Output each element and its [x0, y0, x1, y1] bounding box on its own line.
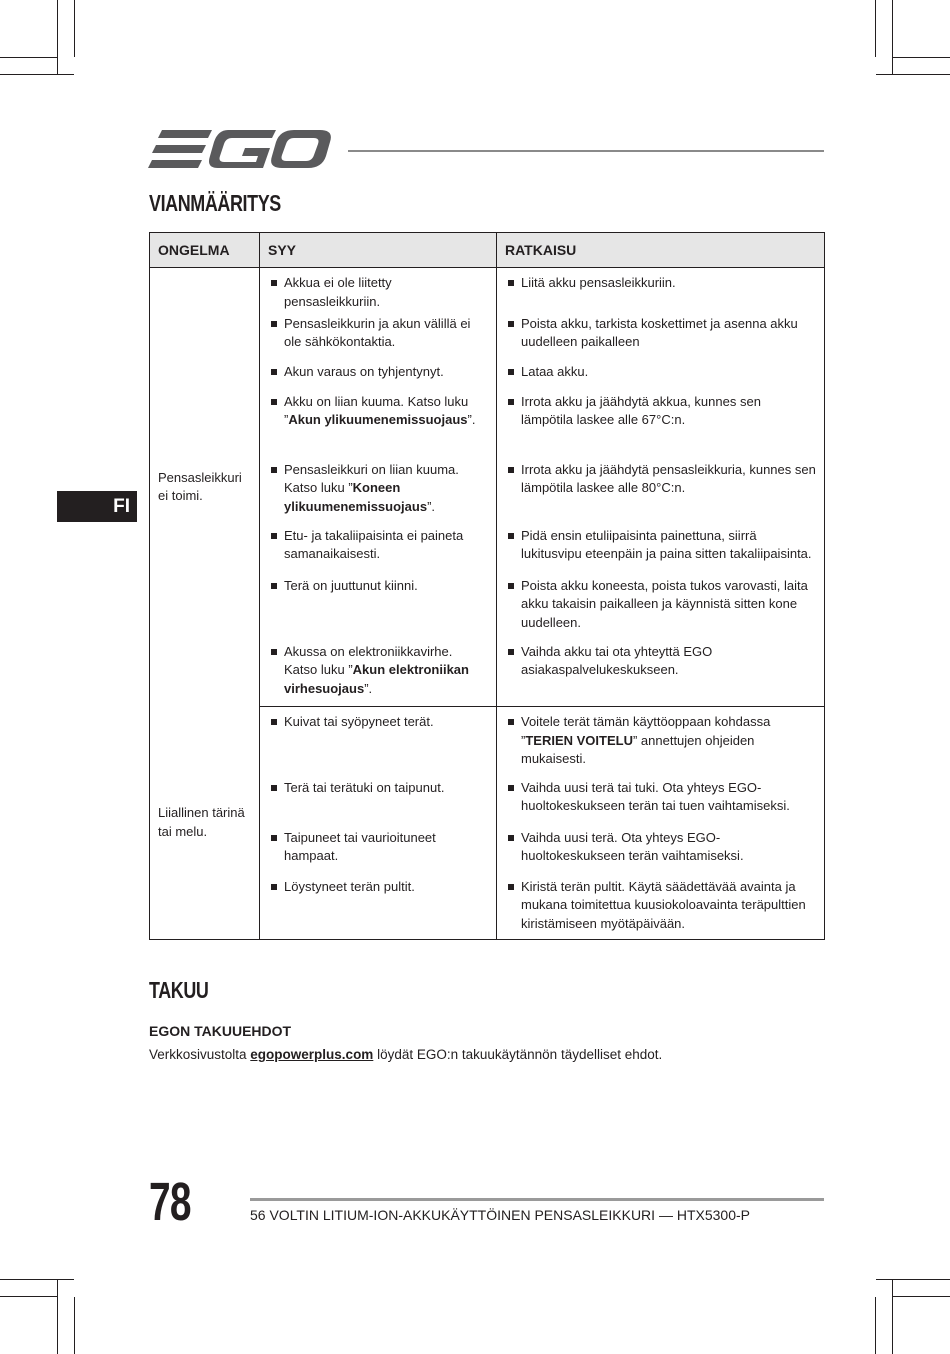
list-item: Kuivat tai syöpyneet terät. [268, 713, 488, 732]
warranty-text-post: löydät EGO:n takuukäytännön täydelliset ehdot. [373, 1047, 663, 1062]
language-tab: FI [57, 491, 137, 522]
solution-cell [497, 829, 825, 878]
warranty-subtitle: EGON TAKUUEHDOT [149, 1023, 292, 1039]
header-cause: SYY [260, 233, 497, 268]
crop-mark [74, 0, 75, 57]
cause-cell [260, 268, 497, 315]
cause-cell [260, 315, 497, 363]
crop-mark [892, 0, 893, 74]
warranty-text-pre: Verkkosivustolta [149, 1047, 251, 1062]
list-item: Pensasleikkuri on liian kuuma. Katso luku ”Koneen ylikuumenemissuojaus”. [268, 461, 488, 517]
crop-mark [0, 1296, 57, 1297]
solution-cell [497, 268, 825, 315]
crop-mark [0, 1279, 74, 1280]
crop-mark [875, 0, 876, 57]
list-item: Akun varaus on tyhjentynyt. [268, 363, 488, 382]
warranty-title: TAKUU [149, 977, 209, 1003]
cause-cell [260, 643, 497, 707]
list-item: Terä tai terätuki on taipunut. [268, 779, 488, 798]
footer-text: 56 VOLTIN LITIUM-ION-AKKUKÄYTTÖINEN PENSASLEIKKURI — HTX5300-P [250, 1207, 750, 1223]
list-item: Vaihda uusi terä tai tuki. Ota yhteys EGO-huoltokeskukseen terän tai tuen vaihtamiseksi. [505, 779, 816, 816]
list-item: Irrota akku ja jäähdytä pensasleikkuria, kunnes sen lämpötila laskee alle 80°C:n. [505, 461, 816, 498]
list-item: Irrota akku ja jäähdytä akkua, kunnes sen lämpötila laskee alle 67°C:n. [505, 393, 816, 430]
list-item: Taipuneet tai vaurioituneet hampaat. [268, 829, 488, 866]
list-item: Voitele terät tämän käyttöoppaan kohdassa ”TERIEN VOITELU” annettujen ohjeiden mukaisesti. [505, 713, 816, 769]
cause-cell [260, 363, 497, 393]
warranty-text [149, 1047, 662, 1062]
cause-cell [260, 829, 497, 878]
table-header-row [150, 233, 825, 268]
list-item: Pensasleikkurin ja akun välillä ei ole sähkökontaktia. [268, 315, 488, 352]
header-rule [348, 150, 824, 152]
list-item: Liitä akku pensasleikkuriin. [505, 274, 816, 293]
table-row [150, 268, 825, 315]
header-solution: RATKAISU [497, 233, 825, 268]
list-item: Poista akku koneesta, poista tukos varovasti, laita akku takaisin paikalleen ja käynnistä sitten kone uudelleen. [505, 577, 816, 633]
problem-cell: Liiallinen tärinä tai melu. [150, 707, 260, 940]
list-item: Kiristä terän pultit. Käytä säädettävää avainta ja mukana toimitettua kuusiokoloavainta teräpulttien kiristämiseen myötäpäivään. [505, 878, 816, 934]
crop-mark [876, 1279, 950, 1280]
warranty-link[interactable]: egopowerplus.com [250, 1047, 374, 1062]
crop-mark [893, 57, 950, 58]
list-item: Etu- ja takaliipaisinta ei paineta samanaikaisesti. [268, 527, 488, 564]
footer-rule [250, 1198, 824, 1201]
cause-cell [260, 577, 497, 643]
cause-cell [260, 527, 497, 577]
solution-cell [497, 363, 825, 393]
crop-mark [876, 74, 950, 75]
list-item: Löystyneet terän pultit. [268, 878, 488, 897]
solution-cell [497, 878, 825, 940]
solution-cell [497, 707, 825, 779]
cause-cell [260, 779, 497, 829]
list-item: Akku on liian kuuma. Katso luku ”Akun ylikuumenemissuojaus”. [268, 393, 488, 430]
crop-mark [74, 1297, 75, 1354]
cause-cell [260, 393, 497, 461]
solution-cell [497, 779, 825, 829]
crop-mark [893, 1296, 950, 1297]
solution-cell [497, 461, 825, 527]
solution-cell [497, 577, 825, 643]
troubleshooting-table [149, 232, 825, 940]
list-item: Vaihda akku tai ota yhteyttä EGO asiakaspalvelukeskukseen. [505, 643, 816, 680]
cause-cell [260, 461, 497, 527]
crop-mark [875, 1297, 876, 1354]
page-number: 78 [149, 1172, 191, 1232]
list-item: Vaihda uusi terä. Ota yhteys EGO-huoltokeskukseen terän vaihtamiseksi. [505, 829, 816, 866]
list-item: Akussa on elektroniikkavirhe. Katso luku ”Akun elektroniikan virhesuojaus”. [268, 643, 488, 699]
crop-mark [57, 0, 58, 74]
list-item: Akkua ei ole liitetty pensasleikkuriin. [268, 274, 488, 311]
crop-mark [0, 57, 57, 58]
crop-mark [0, 74, 74, 75]
header-problem: ONGELMA [150, 233, 260, 268]
cause-cell [260, 878, 497, 940]
solution-cell [497, 315, 825, 363]
list-item: Terä on juuttunut kiinni. [268, 577, 488, 596]
list-item: Poista akku, tarkista koskettimet ja asenna akku uudelleen paikalleen [505, 315, 816, 352]
problem-cell: Pensasleikkuri ei toimi. [150, 268, 260, 707]
table-row [150, 707, 825, 779]
solution-cell [497, 527, 825, 577]
list-item: Pidä ensin etuliipaisinta painettuna, siirrä lukitusvipu eteenpäin ja paina sitten takaliipaisinta. [505, 527, 816, 564]
cause-cell [260, 707, 497, 779]
crop-mark [892, 1280, 893, 1354]
crop-mark [57, 1280, 58, 1354]
ego-logo [148, 128, 332, 172]
list-item: Lataa akku. [505, 363, 816, 382]
solution-cell [497, 393, 825, 461]
solution-cell [497, 643, 825, 707]
troubleshooting-title: VIANMÄÄRITYS [149, 190, 281, 216]
